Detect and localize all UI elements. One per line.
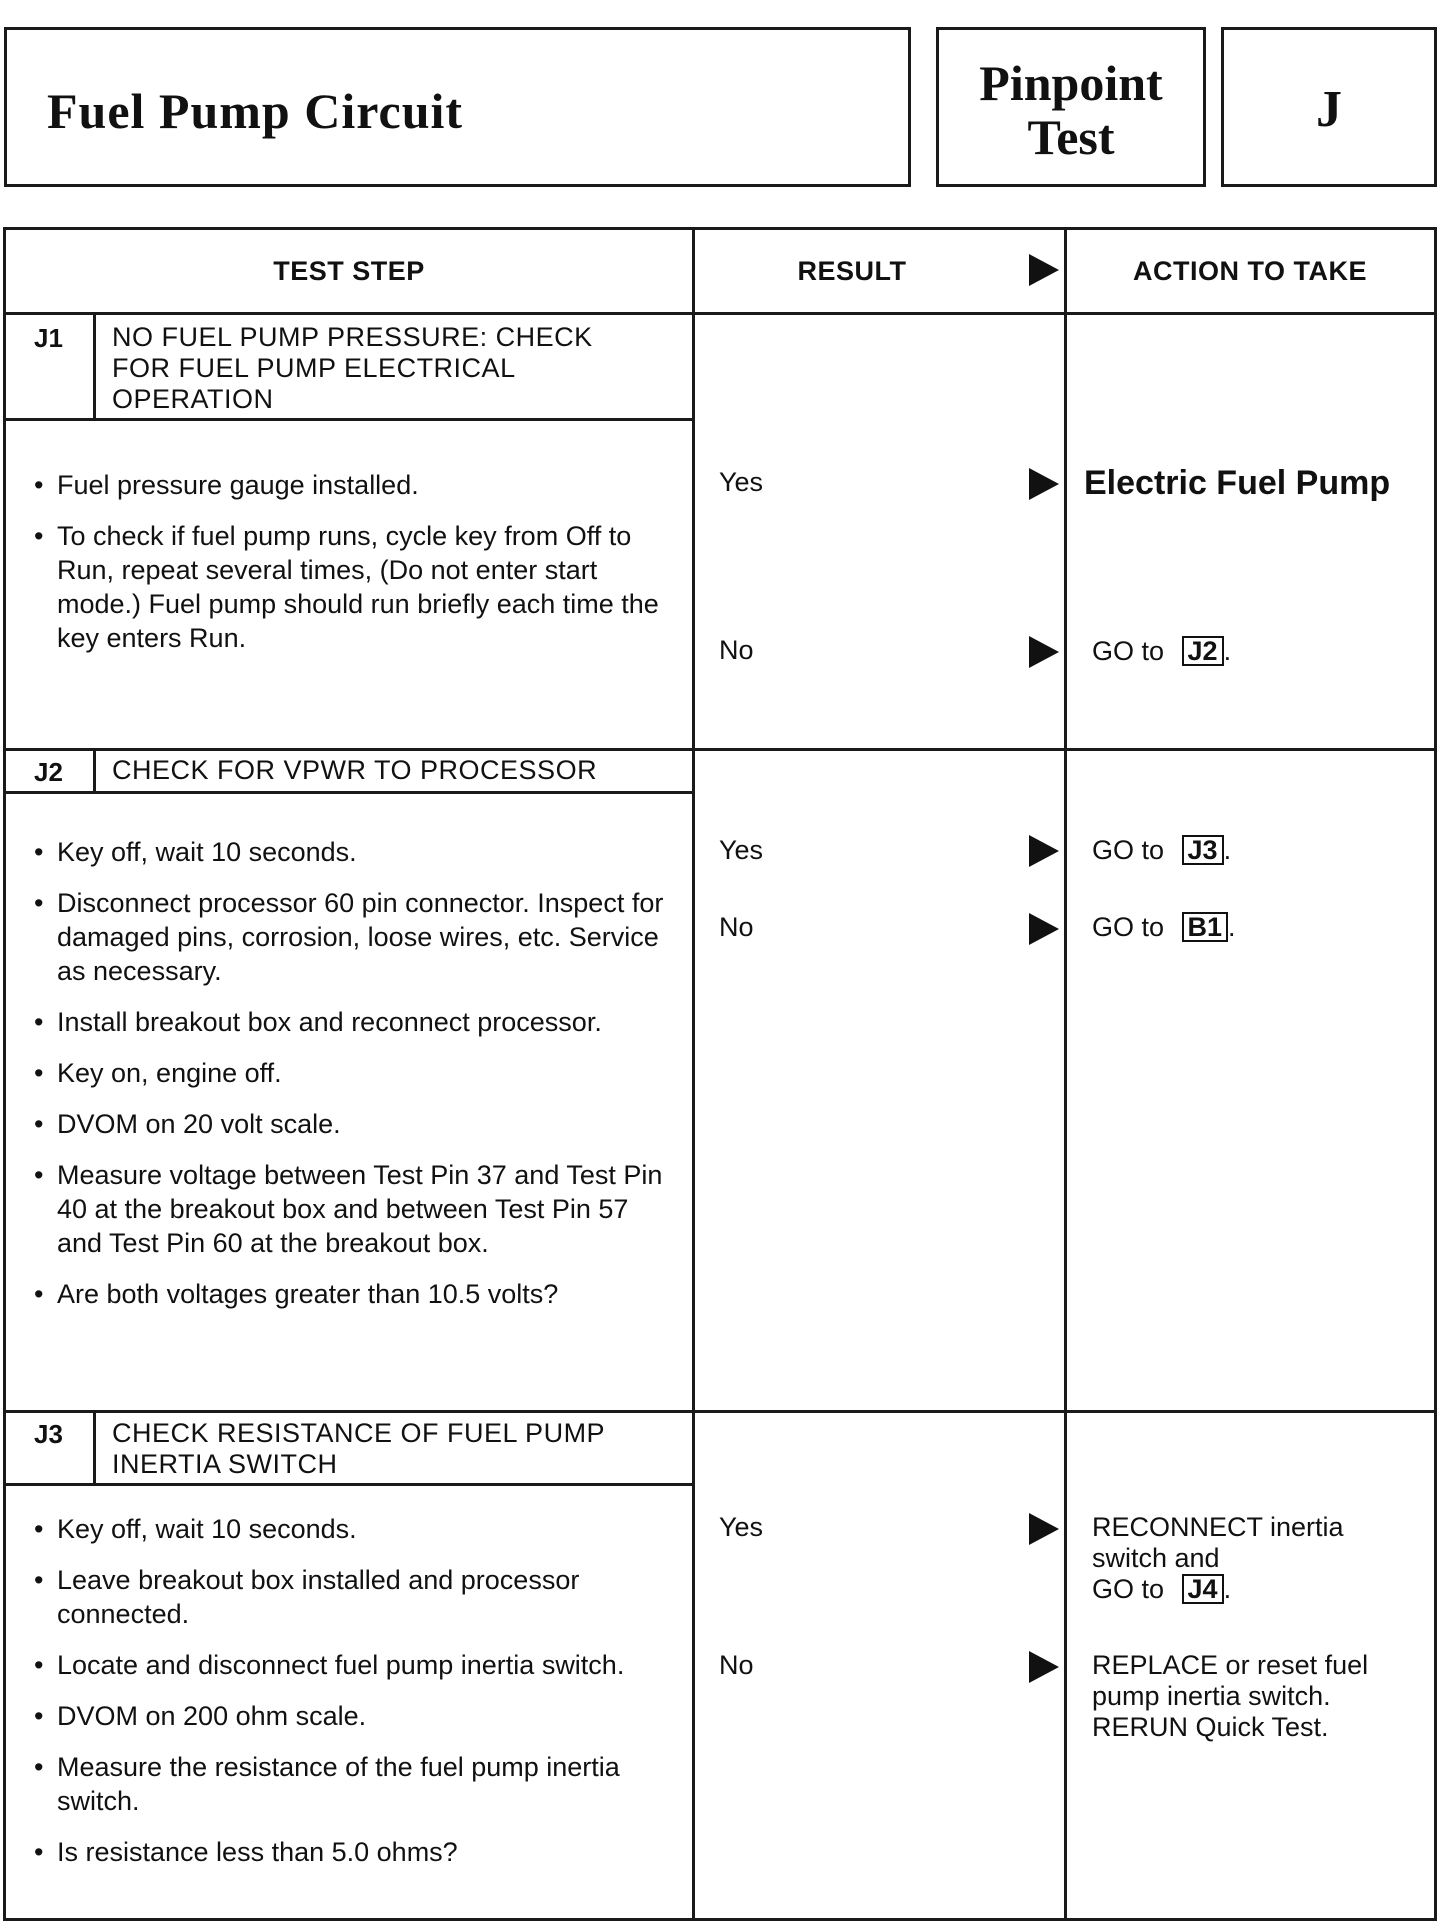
row-divider-j2 — [6, 1410, 1434, 1413]
action-line: RECONNECT inertia — [1092, 1512, 1344, 1542]
j2-id-divider — [93, 748, 96, 791]
list-item: • Key off, wait 10 seconds. — [34, 835, 674, 869]
result-yes-j2: Yes — [719, 835, 764, 865]
result-yes-j1: Yes — [719, 467, 764, 497]
arrow-icon — [1029, 254, 1059, 286]
list-item: • Key off, wait 10 seconds. — [34, 1512, 674, 1546]
action-goto — [1092, 1574, 1344, 1605]
action-j2-yes — [1092, 835, 1231, 866]
step-title-line: OPERATION — [112, 384, 274, 414]
list-item: • To check if fuel pump runs, cycle key from Off to Run, repeat several times, (Do not enter start mode.) Fuel pump should run briefly each time the key enters Run. — [34, 519, 674, 655]
j2-title-underline — [6, 791, 692, 794]
result-no-j1: No — [719, 635, 754, 665]
action-j3-yes — [1092, 1512, 1344, 1605]
step-ref-b1[interactable]: B1 — [1182, 912, 1229, 942]
step-ref-j3[interactable]: J3 — [1182, 835, 1224, 865]
list-item: • Measure the resistance of the fuel pump inertia switch. — [34, 1750, 674, 1818]
step-bullets-j1 — [34, 468, 674, 672]
list-item: • Install breakout box and reconnect processor. — [34, 1005, 674, 1039]
test-letter-box — [1221, 27, 1437, 187]
test-type-label — [939, 56, 1203, 164]
action-line: REPLACE or reset fuel — [1092, 1650, 1369, 1680]
step-title-j3 — [112, 1418, 605, 1480]
step-title-line: NO FUEL PUMP PRESSURE: CHECK — [112, 322, 593, 352]
list-item: • Measure voltage between Test Pin 37 and Test Pin 40 at the breakout box and between Test Pin 57 and Test Pin 60 at the breakout box. — [34, 1158, 674, 1260]
test-letter: J — [1316, 81, 1342, 138]
test-type-line2: Test — [1027, 109, 1115, 165]
list-item: • DVOM on 200 ohm scale. — [34, 1699, 674, 1733]
col-header-result: RESULT — [797, 256, 907, 286]
step-title-j2 — [112, 755, 597, 786]
action-j1-no — [1092, 636, 1231, 667]
step-title-line: CHECK FOR VPWR TO PROCESSOR — [112, 755, 598, 785]
j1-title-underline — [6, 418, 692, 421]
list-item: • DVOM on 20 volt scale. — [34, 1107, 674, 1141]
test-type-line1: Pinpoint — [979, 55, 1163, 111]
step-title-line: CHECK RESISTANCE OF FUEL PUMP — [112, 1418, 606, 1448]
action-j1-yes: Electric Fuel Pump — [1084, 464, 1391, 502]
action-suffix: . — [1223, 835, 1232, 865]
step-bullets-j2 — [34, 835, 674, 1328]
divider-result — [692, 230, 695, 1918]
action-j2-no — [1092, 912, 1236, 943]
step-id-j3: J3 — [34, 1419, 63, 1449]
list-item: • Key on, engine off. — [34, 1056, 674, 1090]
pinpoint-table — [3, 227, 1437, 1921]
list-item: • Locate and disconnect fuel pump inertia switch. — [34, 1648, 674, 1682]
list-item: • Disconnect processor 60 pin connector. Inspect for damaged pins, corrosion, loose wires, etc. Service as necessary. — [34, 886, 674, 988]
action-j3-no — [1092, 1650, 1368, 1743]
step-title-j1 — [112, 322, 593, 415]
arrow-icon — [1029, 913, 1059, 945]
list-item: • Fuel pressure gauge installed. — [34, 468, 674, 502]
step-bullets-j3 — [34, 1512, 674, 1886]
j3-id-divider — [93, 1410, 96, 1483]
j3-title-underline — [6, 1483, 692, 1486]
arrow-icon — [1029, 835, 1059, 867]
col-header-action: ACTION TO TAKE — [1133, 256, 1367, 286]
action-text: GO to — [1092, 835, 1172, 865]
step-ref-j4[interactable]: J4 — [1182, 1574, 1224, 1604]
list-item: • Are both voltages greater than 10.5 volts? — [34, 1277, 674, 1311]
j1-id-divider — [93, 312, 96, 418]
action-text: GO to — [1092, 912, 1172, 942]
arrow-icon — [1029, 468, 1059, 500]
step-title-line: INERTIA SWITCH — [112, 1449, 338, 1479]
header-divider — [6, 312, 1434, 315]
step-ref-j2[interactable]: J2 — [1182, 636, 1224, 666]
action-suffix: . — [1223, 1574, 1232, 1604]
step-id-j1: J1 — [34, 323, 63, 353]
divider-action — [1064, 230, 1067, 1918]
action-text: GO to — [1092, 1574, 1172, 1604]
row-divider-j1 — [6, 748, 1434, 751]
page-title: Fuel Pump Circuit — [47, 83, 464, 139]
list-item: • Is resistance less than 5.0 ohms? — [34, 1835, 674, 1869]
result-no-j2: No — [719, 912, 754, 942]
action-suffix: . — [1223, 636, 1232, 666]
action-line: switch and — [1092, 1543, 1220, 1573]
col-header-test-step: TEST STEP — [273, 256, 425, 286]
arrow-icon — [1029, 636, 1059, 668]
arrow-icon — [1029, 1513, 1059, 1545]
action-line: RERUN Quick Test. — [1092, 1712, 1329, 1742]
action-text: GO to — [1092, 636, 1172, 666]
result-no-j3: No — [719, 1650, 754, 1680]
result-yes-j3: Yes — [719, 1512, 764, 1542]
arrow-icon — [1029, 1651, 1059, 1683]
action-suffix: . — [1228, 912, 1236, 942]
test-type-box — [936, 27, 1206, 187]
step-id-j2: J2 — [34, 757, 63, 787]
step-title-line: FOR FUEL PUMP ELECTRICAL — [112, 353, 516, 383]
title-box — [4, 27, 911, 187]
list-item: • Leave breakout box installed and processor connected. — [34, 1563, 674, 1631]
action-line: pump inertia switch. — [1092, 1681, 1331, 1711]
